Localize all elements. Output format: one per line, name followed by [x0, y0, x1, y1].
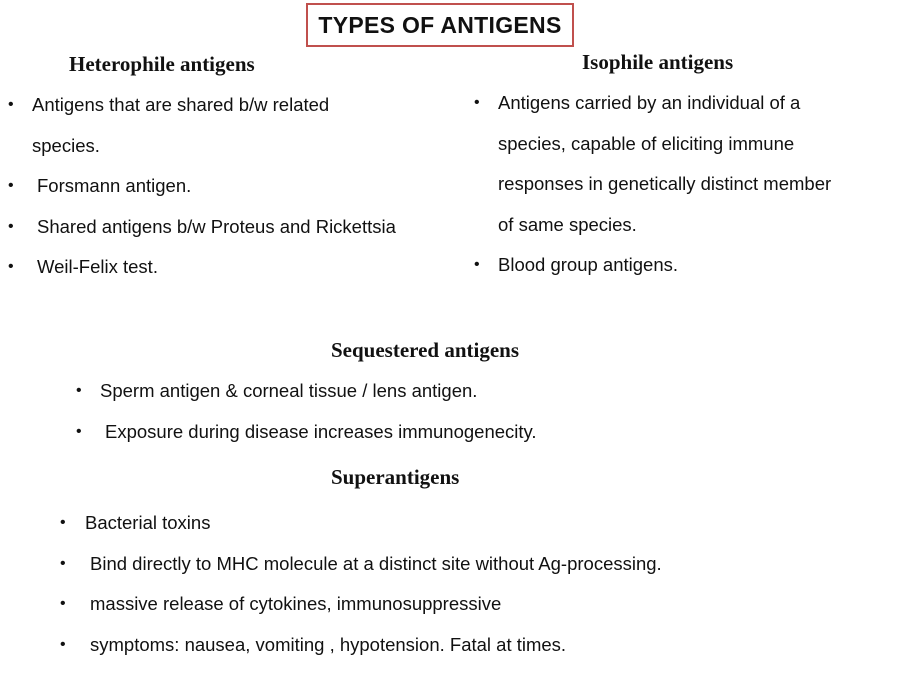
list-item: • Bacterial toxins — [60, 512, 211, 533]
heterophile-heading: Heterophile antigens — [69, 52, 255, 76]
isophile-heading: Isophile antigens — [582, 50, 734, 74]
list-item: • Bind directly to MHC molecule at a distinct site without Ag-processing. — [60, 552, 662, 574]
list-item: • Blood group antigens. — [474, 254, 678, 275]
superantigens-list — [60, 503, 662, 665]
list-item: • Antigens carried by an individual of a — [474, 92, 801, 113]
list-item-text: Bacterial toxins — [85, 512, 211, 533]
heterophile-list — [8, 85, 396, 288]
list-item: • symptoms: nausea, vomiting , hypotension. Fatal at times. — [60, 633, 567, 655]
list-item-text: massive release of cytokines, immunosuppressive — [90, 593, 502, 614]
sequestered-list — [76, 371, 537, 452]
list-item-text: responses in genetically distinct member — [498, 173, 832, 194]
list-item — [474, 124, 831, 165]
slide-title-text: TYPES OF ANTIGENS — [318, 11, 562, 38]
list-item-text: Sperm antigen & corneal tissue / lens antigen. — [100, 380, 478, 401]
list-item: • Antigens that are shared b/w related — [8, 94, 330, 115]
list-item-text: Blood group antigens. — [498, 254, 678, 275]
list-item-text: Antigens carried by an individual of a — [498, 92, 801, 113]
list-item-text: Forsmann antigen. — [37, 175, 192, 196]
list-item: • Exposure during disease increases immunogenecity. — [76, 420, 537, 442]
list-item — [8, 126, 396, 167]
superantigens-heading: Superantigens — [331, 465, 460, 489]
list-item-text: Shared antigens b/w Proteus and Rickettsia — [37, 215, 396, 237]
list-item: • massive release of cytokines, immunosuppressive — [60, 593, 502, 614]
isophile-list — [474, 83, 831, 286]
list-item-text: species, capable of eliciting immune — [498, 132, 795, 154]
sequestered-heading: Sequestered antigens — [331, 338, 520, 362]
list-item — [474, 164, 831, 205]
list-item: • Weil-Felix test. — [8, 256, 158, 277]
list-item: • Shared antigens b/w Proteus and Rickettsia — [8, 215, 396, 237]
list-item: • Sperm antigen & corneal tissue / lens antigen. — [76, 380, 478, 401]
list-item-text: Antigens that are shared b/w related — [32, 94, 330, 115]
list-item: • Forsmann antigen. — [8, 175, 192, 196]
list-item — [474, 205, 831, 246]
list-item-text: symptoms: nausea, vomiting , hypotension. Fatal at times. — [90, 633, 567, 655]
list-item-text: Weil-Felix test. — [37, 256, 158, 277]
list-item-text: of same species. — [498, 213, 637, 235]
list-item-text: Bind directly to MHC molecule at a distinct site without Ag-processing. — [90, 552, 662, 574]
slide-title — [306, 3, 574, 47]
list-item-text: species. — [32, 134, 100, 156]
list-item-text: Exposure during disease increases immunogenecity. — [105, 420, 537, 442]
